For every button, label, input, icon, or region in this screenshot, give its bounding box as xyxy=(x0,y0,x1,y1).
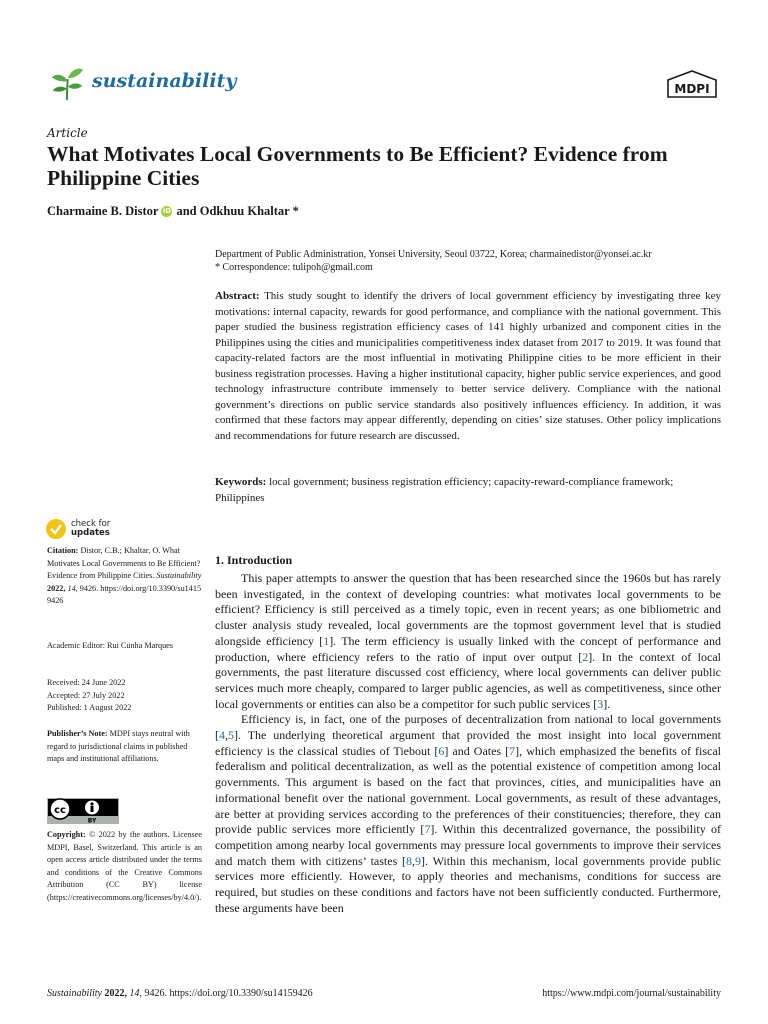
citation-year: 2022, xyxy=(47,583,66,593)
keywords-text: local government; business registration efficiency; capacity-reward-compliance framework; Philippines xyxy=(215,476,674,504)
abstract-label: Abstract: xyxy=(215,290,260,302)
cc-badge-text: BY xyxy=(87,817,97,824)
citation-link[interactable]: 1 xyxy=(323,633,330,648)
citation-link[interactable]: 6 xyxy=(438,743,445,758)
cc-by-license-icon[interactable] xyxy=(47,798,119,824)
academic-editor-name: Rui Cunha Marques xyxy=(107,641,173,650)
copyright-block xyxy=(47,829,202,905)
citation-label: Citation: xyxy=(47,546,79,555)
footer-citation xyxy=(47,988,313,999)
paragraph: This paper attempts to answer the question that has been researched since the 1960s but has rarely been investigated, in the context of developing countries: what motivates local governments to be efficient? Efficiency is still perceived as a timely topic, even in recent years; as one bibliometric and cluster analysis study revealed, local governments are the topmost government level that is studied alongside efficiency [1]. The term efficiency is usually linked with the concept of performance and production, where efficiency refers to the ratio of input over output [2]. In the context of local governments, the past literature discussed cost efficiency, where local governments can deliver public services much more cheaply, compared to larger public agencies, as well as competitiveness, since other local governments or entities can also be a competitor for such public services [3]. xyxy=(215,571,721,711)
journal-name[interactable]: sustainability xyxy=(92,70,237,92)
mdpi-logo-text: MDPI xyxy=(674,82,710,96)
copyright-label: Copyright: xyxy=(47,830,86,839)
accepted-date: Accepted: 27 July 2022 xyxy=(47,690,125,700)
paragraph: Efficiency is, in fact, one of the purposes of decentralization from national to local governments [4,5]. The underlying theoretical argument that provided the most insight into local government efficiency is the classical studies of Tiebout [6] and Oates [7], which emphasized the benefits of fiscal federalism and political decentralization, as well as the potential existence of competition among local governments. This argument is based on the fact that provinces, cities, and municipalities have an informational benefit over the national government. Local governments, as result of these advantages, are better at providing services according to the preferences of their constituencies; therefore, they can provide public services more efficiently [7]. Within this decentralized governance, the possibility of competition among nearby local governments may pressure local governments to improve their services and match them with citizens’ tastes [8,9]. Within this mechanism, local governments provide public services more efficiently. However, to apply theories and mechanisms, conditions for success are required, but studies on these conditions and factors have not been sufficiently conducted. Furthermore, these arguments have been xyxy=(215,712,722,915)
citation-link[interactable]: 3 xyxy=(597,696,604,711)
check-for-updates-line1: check for xyxy=(71,519,111,529)
footer-doi[interactable]: 9426. https://doi.org/10.3390/su14159426 xyxy=(144,988,313,999)
citation-link[interactable]: 2 xyxy=(582,649,589,664)
check-for-updates-badge[interactable] xyxy=(46,518,126,540)
article-type: Article xyxy=(47,126,88,140)
received-date: Received: 24 June 2022 xyxy=(47,678,126,687)
correspondence-line: * Correspondence: tulipoh@gmail.com xyxy=(215,262,373,273)
citation-link[interactable]: 7 xyxy=(424,822,431,837)
citation-link[interactable]: 5 xyxy=(228,728,234,743)
publisher-note xyxy=(47,728,202,766)
citation-link[interactable]: 7 xyxy=(509,743,516,758)
citation-text: Distor, C.B.; Khaltar, O. What Motivates Local Governments to Be Efficient? Evidence from Philippine Cities. xyxy=(47,546,201,581)
footer-volume: 14, xyxy=(129,988,142,999)
sustainability-leaf-logo xyxy=(48,64,86,102)
citation-doi[interactable]: 9426. https://doi.org/10.3390/su14159426 xyxy=(47,583,202,606)
keywords-label: Keywords: xyxy=(215,476,267,488)
affiliation-line: Department of Public Administration, Yonsei University, Seoul 03722, Korea; charmainedistor@yonsei.ac.kr xyxy=(215,249,652,260)
article-title: What Motivates Local Governments to Be Efficient? Evidence from Philippine Cities xyxy=(47,142,668,190)
author-list xyxy=(47,204,299,219)
academic-editor-label: Academic Editor: xyxy=(47,641,105,650)
academic-editor-block xyxy=(47,640,202,653)
copyright-text: © 2022 by the authors. Licensee MDPI, Basel, Switzerland. This article is an open access article distributed under the terms and conditions of the Creative Commons Attribution (CC BY) license (https://creativecommons.org/licenses/by/4.0/). xyxy=(47,830,203,902)
dates-block xyxy=(47,677,202,715)
author-name[interactable]: Odkhuu Khaltar * xyxy=(199,204,299,218)
citation-block xyxy=(47,545,202,608)
citation-link[interactable]: 8 xyxy=(406,853,413,868)
affiliations xyxy=(215,248,652,274)
citation-link[interactable]: 9 xyxy=(415,853,422,868)
abstract-text: This study sought to identify the drivers of local government efficiency by investigating three key motivations: internal capacity, rewards for good performance, and compliance with the national government. This paper studied the business registration efficiency cases of 141 highly urbanized and component cities in the Philippines using the cities and municipalities competitiveness index dataset from 2017 to 2019. It was found that capacity-related factors are the most influential in motivating Philippine cities to be more efficient in their business registration processes. Having a higher institutional capacity, higher public service experiences, and good technology infrastructure contribute immensely to better service delivery. Compliance with the national government’s directions on public service standards also positively influences efficiency. In addition, it was confirmed that these factors may appear differently, depending on cities’ size statuses. Other policy implications and recommendations for future research are discussed. xyxy=(215,290,721,442)
author-connector: and xyxy=(176,204,197,218)
introduction-body xyxy=(215,571,721,916)
publisher-note-text: MDPI stays neutral with regard to jurisdictional claims in published maps and institutional affiliations. xyxy=(47,729,190,764)
keywords xyxy=(215,475,721,506)
check-for-updates-line2: updates xyxy=(71,528,110,538)
mdpi-logo[interactable] xyxy=(664,70,720,100)
citation-link[interactable]: 4 xyxy=(219,728,225,743)
footer-year: 2022, xyxy=(104,988,127,999)
citation-journal: Sustainability xyxy=(156,571,202,581)
publisher-note-label: Publisher’s Note: xyxy=(47,729,108,738)
orcid-icon[interactable]: iD xyxy=(162,207,172,215)
published-date: Published: 1 August 2022 xyxy=(47,703,132,713)
footer-journal: Sustainability xyxy=(47,988,102,999)
citation-volume: 14, xyxy=(67,583,78,593)
footer-journal-url[interactable]: https://www.mdpi.com/journal/sustainability xyxy=(542,988,721,999)
abstract xyxy=(215,289,721,444)
section-heading: 1. Introduction xyxy=(215,553,293,567)
check-for-updates-icon xyxy=(46,519,66,539)
author-name[interactable]: Charmaine B. Distor xyxy=(47,204,159,218)
svg-text:cc: cc xyxy=(54,805,66,816)
